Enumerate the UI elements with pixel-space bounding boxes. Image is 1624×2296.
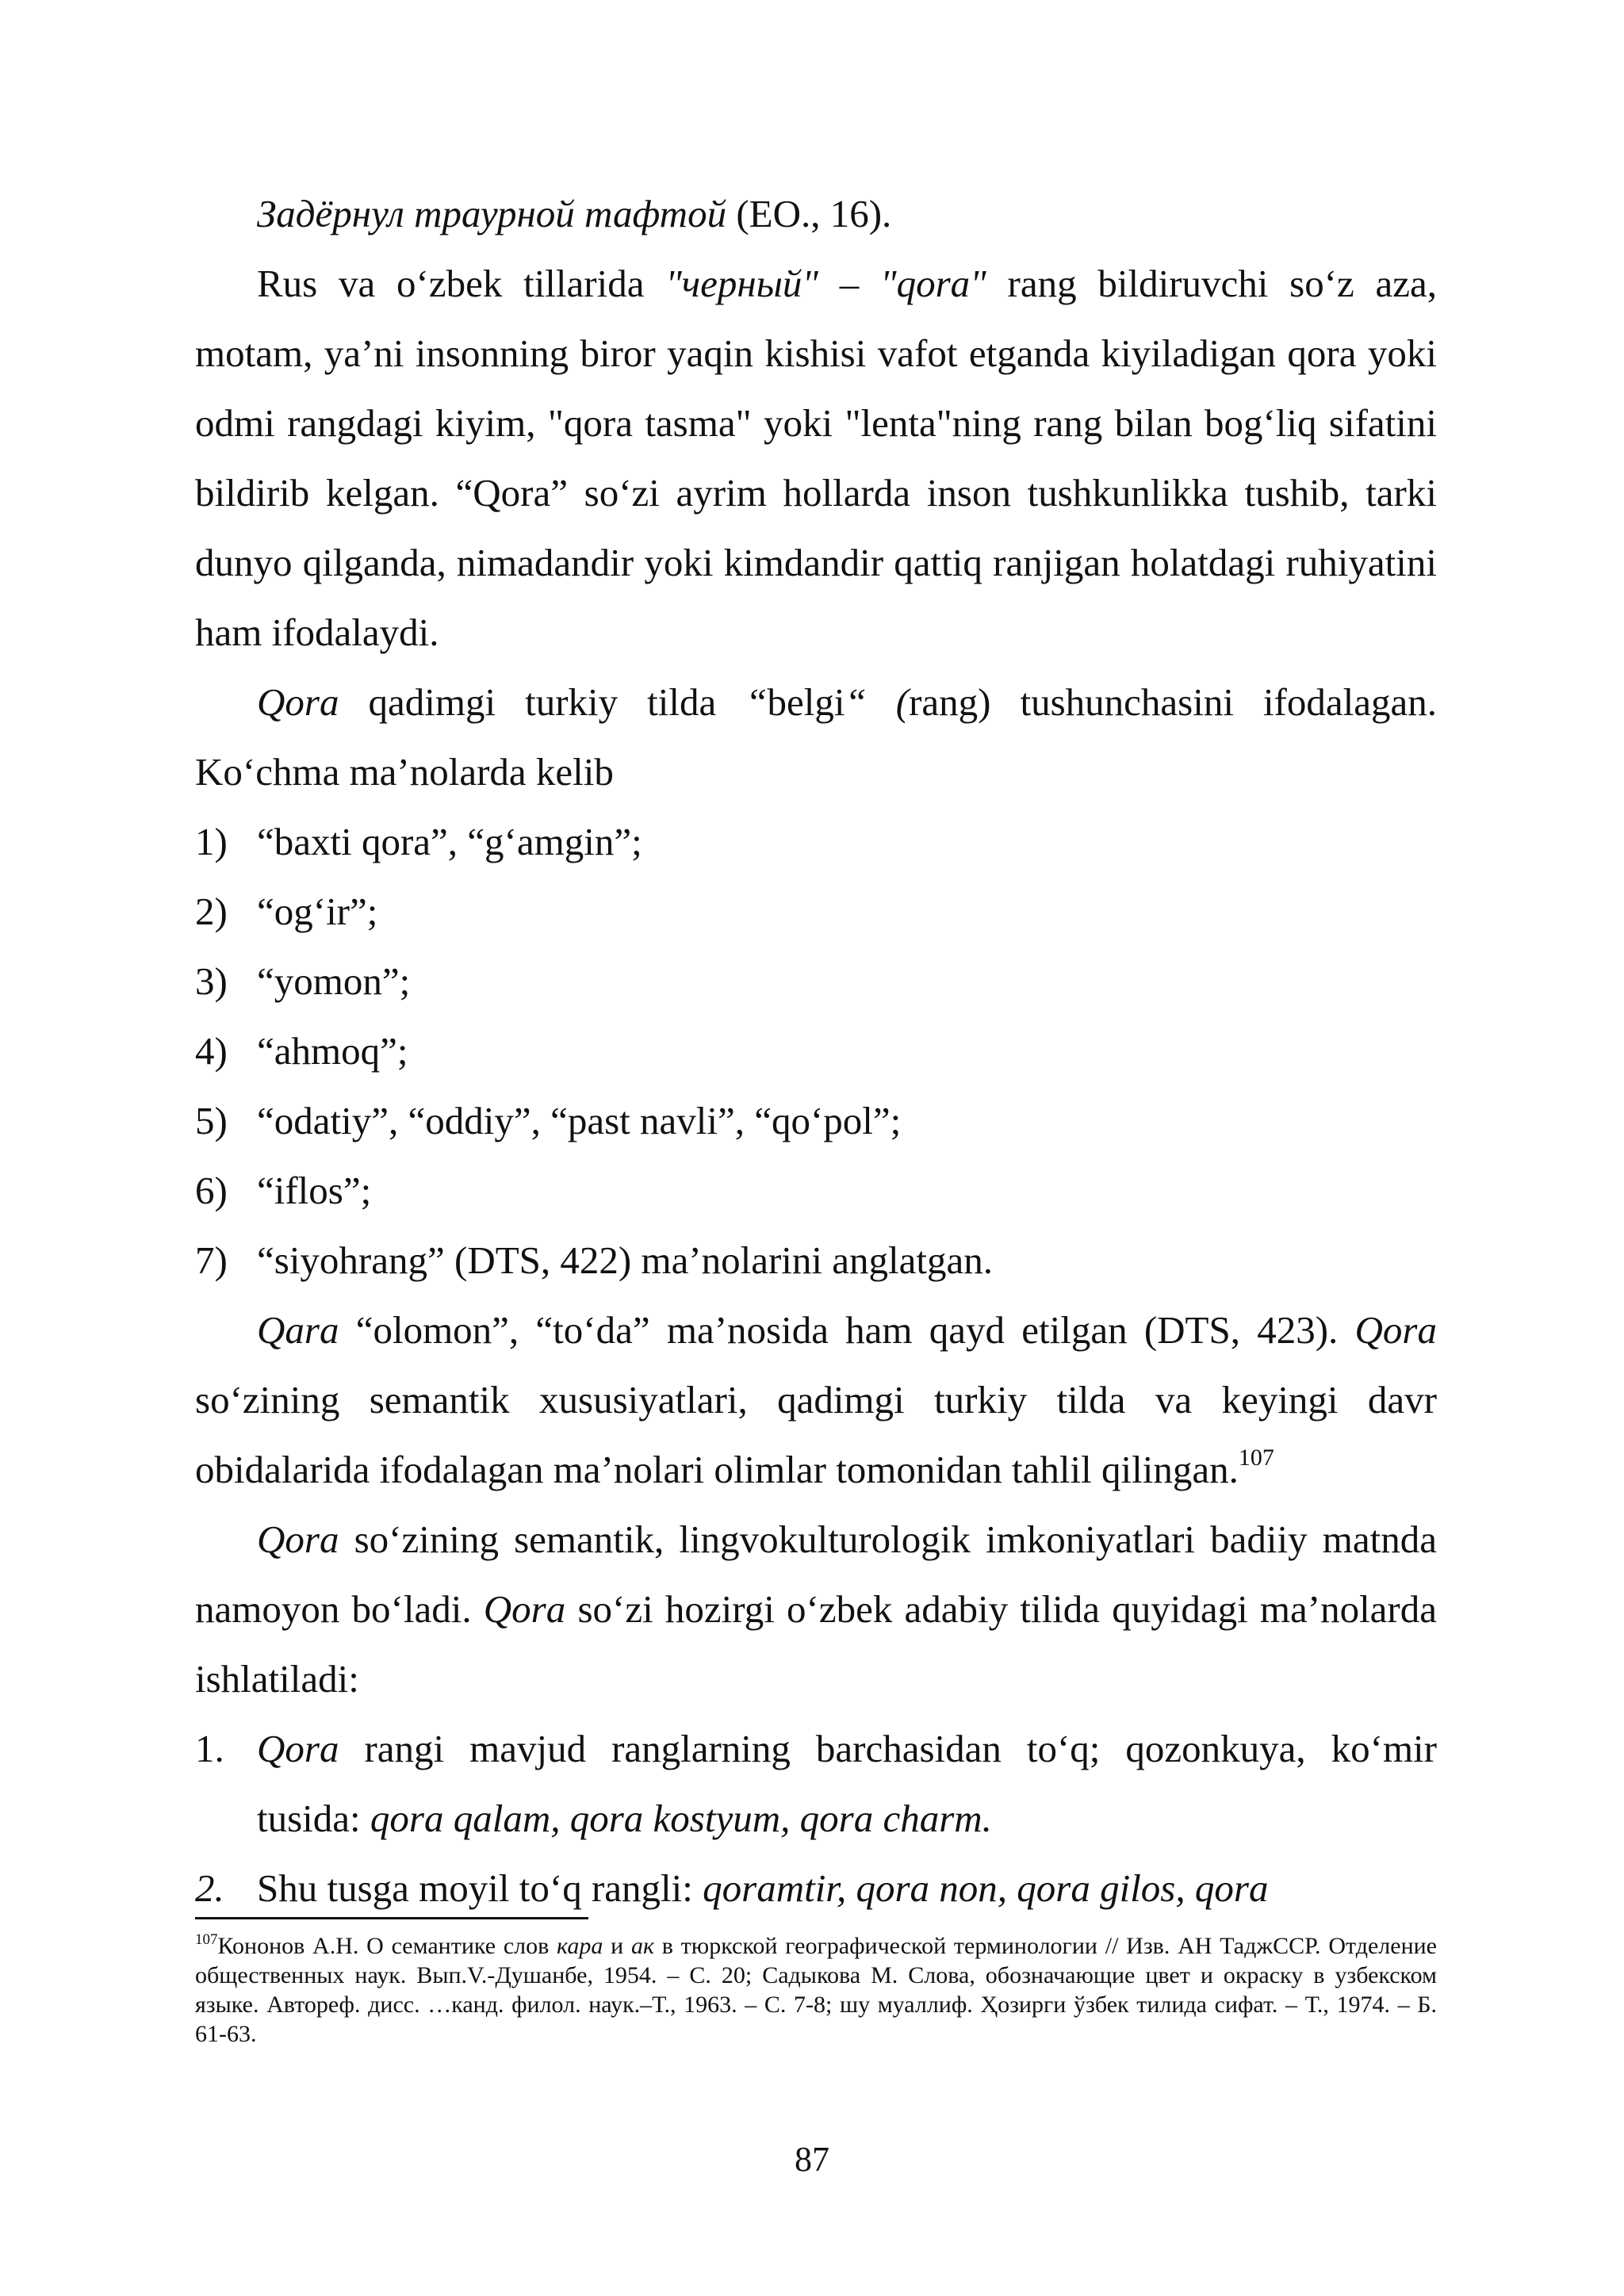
list-text xyxy=(257,1714,1437,1854)
text-span: qadimgi turkiy tilda xyxy=(339,680,746,724)
text-span: so‘zining semantik, lingvokulturologik imkoniyatlari badiiy matnda namoyon bo‘ladi. xyxy=(195,1517,1437,1631)
list-text: “yomon”; xyxy=(257,959,411,1003)
list-text: “og‘ir”; xyxy=(257,890,378,933)
list-item xyxy=(195,1016,1437,1086)
paragraph-modern-usage xyxy=(195,1505,1437,1714)
list-text: “baxti qora”, “g‘amgin”; xyxy=(257,820,642,863)
list-text: “siyohrang” (DTS, 422) ma’nolarini anglatgan. xyxy=(257,1238,994,1282)
italic-quote-mark: “ xyxy=(745,680,768,724)
text-span: в тюркской географической терминологии // Изв. АН ТаджССР. Отделение общественных наук. Вып.V.-Душанбе, 1954. – С. 20; Садыкова М. Слова, обозначающие цвет и окраску в узбекском языке. Автореф. дисс. …канд. филол. наук.–Т., 1963. – С. 7-8; шу муаллиф. Ҳозирги ўзбек тилида сифат. – Т., 1974. – Б. 61-63. xyxy=(195,1933,1437,2047)
quote-italic: Задёрнул траурной тафтой xyxy=(257,192,727,235)
italic-examples: qora qalam, qora kostyum, qora charm. xyxy=(370,1797,992,1840)
italic-term: кара xyxy=(557,1933,603,1959)
list-number: 2. xyxy=(195,1866,224,1910)
paragraph-old-turkic xyxy=(195,668,1437,807)
text-span: Shu tusga moyil to‘q rangli: xyxy=(257,1866,703,1910)
footnote-separator xyxy=(195,1917,588,1919)
paragraph-qara-meaning xyxy=(195,1295,1437,1505)
list-item xyxy=(195,1086,1437,1156)
page-number: 87 xyxy=(795,2140,829,2179)
list-number: 1. xyxy=(195,1727,224,1770)
list-item xyxy=(195,947,1437,1016)
text-span: Rus va o‘zbek tillarida xyxy=(257,262,666,305)
text-span: “olomon”, “to‘da” ma’nosida ham qayd etilgan (DTS, 423). xyxy=(339,1308,1355,1352)
list-item xyxy=(195,807,1437,877)
italic-examples: qoramtir, qora non, qora gilos, qora xyxy=(703,1866,1269,1910)
italic-quote-mark: “ ( xyxy=(845,680,910,724)
text-span: и xyxy=(603,1933,631,1959)
usage-list xyxy=(195,1714,1437,1923)
list-number: 6) xyxy=(195,1169,228,1212)
text-span: rang) tushunchasini ifodalagan. Ko‘chma ma’nolarda kelib xyxy=(195,680,1437,794)
list-number: 1) xyxy=(195,820,228,863)
text-span: – xyxy=(818,262,881,305)
text-span: rang bildiruvchi so‘z aza, motam, ya’ni insonning biror yaqin kishisi vafot etganda kiyiladigan qora yoki odmi rangdagi kiyim, "qora tasma" yoki "lenta"ning rang bilan bog‘liq sifatini bildirib kelgan. “Qora” so‘zi ayrim hollarda inson tushkunlikka tushib, tarki dunyo qilganda, nimadandir yoki kimdandir qattiq ranjigan holatdagi ruhiyatini ham ifodalaydi. xyxy=(195,262,1438,654)
list-text: “odatiy”, “oddiy”, “past navli”, “qo‘pol”; xyxy=(257,1099,902,1142)
list-item xyxy=(195,1714,1437,1854)
text-span: so‘zi hozirgi o‘zbek adabiy tilida quyidagi ma’nolarda ishlatiladi: xyxy=(195,1587,1437,1701)
italic-term: "черный" xyxy=(665,262,819,305)
list-number: 2) xyxy=(195,890,228,933)
italic-term: Qora xyxy=(1354,1308,1437,1352)
citation-text: (ЕО., 16). xyxy=(726,192,892,235)
list-text: “iflos”; xyxy=(257,1169,372,1212)
text-span: Кононов А.Н. О семантике слов xyxy=(217,1933,557,1959)
paragraph-quote-citation xyxy=(195,179,1437,249)
paragraph-mourning-meaning xyxy=(195,249,1437,668)
list-item xyxy=(195,1226,1437,1295)
italic-term: Qora xyxy=(257,1517,339,1561)
italic-term: Qara xyxy=(257,1308,339,1352)
main-text xyxy=(195,179,1437,1923)
list-number: 7) xyxy=(195,1238,228,1282)
text-span: belgi xyxy=(767,680,845,724)
italic-term: Qora xyxy=(257,680,339,724)
text-span: rangi mavjud ranglarning barchasidan to‘q; qozonkuya, ko‘mir tusida: xyxy=(257,1727,1437,1840)
text-span: so‘zining semantik xususiyatlari, qadimgi turkiy tilda va keyingi davr obidalarida ifodalagan ma’nolari olimlar tomonidan tahlil qilingan. xyxy=(195,1378,1437,1491)
footnote-number: 107 xyxy=(195,1931,218,1948)
footnote-reference: 107 xyxy=(1238,1445,1274,1471)
list-number: 3) xyxy=(195,959,228,1003)
italic-term: ак xyxy=(630,1933,654,1959)
italic-term: Qora xyxy=(257,1727,339,1770)
italic-term: "qora" xyxy=(880,262,986,305)
italic-term: Qora xyxy=(483,1587,566,1631)
list-item xyxy=(195,1156,1437,1226)
list-text xyxy=(257,1854,1437,1923)
list-number: 5) xyxy=(195,1099,228,1142)
list-text: “ahmoq”; xyxy=(257,1029,408,1073)
list-number: 4) xyxy=(195,1029,228,1073)
list-item xyxy=(195,1854,1437,1923)
list-item xyxy=(195,877,1437,947)
footnote xyxy=(195,1931,1437,2049)
meanings-list xyxy=(195,807,1437,1295)
